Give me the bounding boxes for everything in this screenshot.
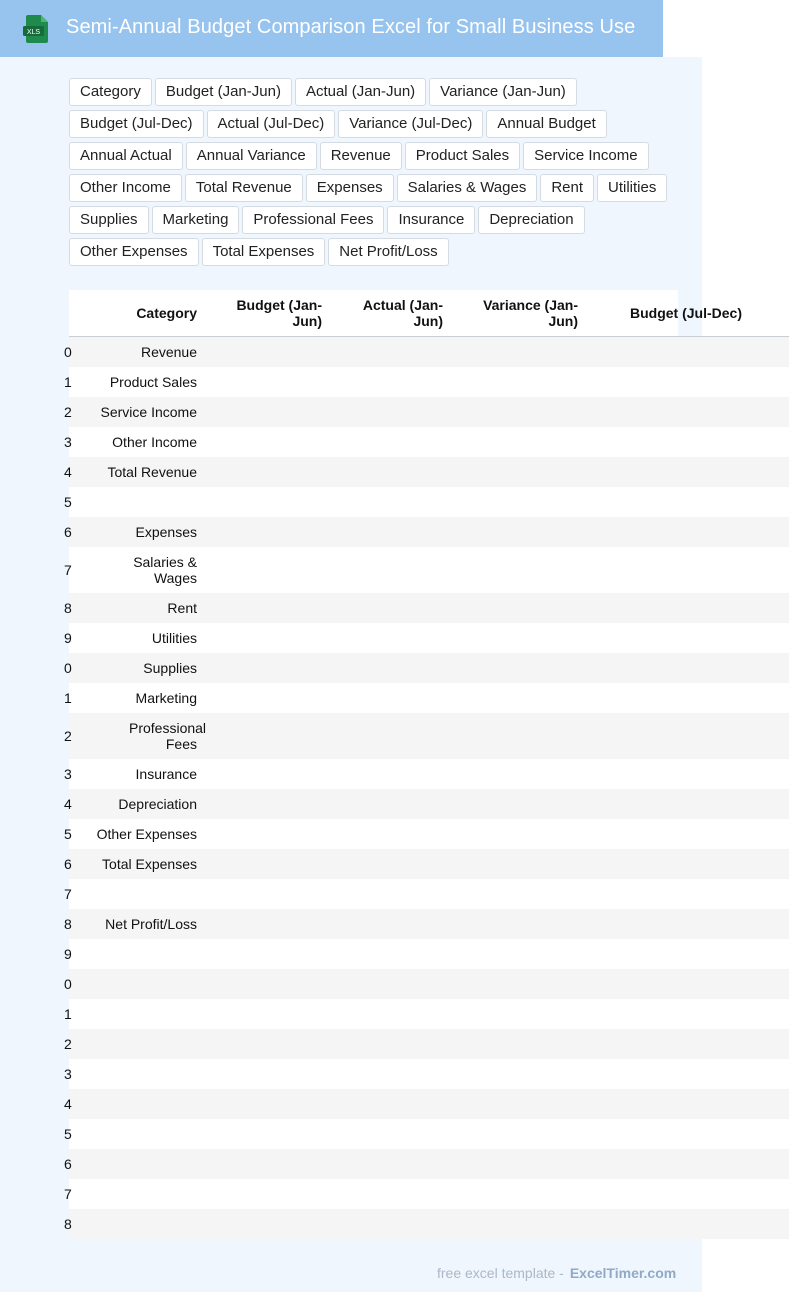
page-title: Semi-Annual Budget Comparison Excel for Small Business Use: [66, 16, 636, 38]
value-cell[interactable]: [453, 427, 588, 457]
value-cell[interactable]: [588, 487, 789, 517]
value-cell[interactable]: [207, 653, 332, 683]
table-row: [69, 337, 789, 367]
row-index-cell: [64, 1119, 79, 1149]
column-chip[interactable]: Annual Actual: [69, 142, 183, 170]
column-header-budget-jul-dec[interactable]: Budget (Jul-Dec): [588, 290, 789, 337]
value-cell[interactable]: [588, 397, 789, 427]
table-row: [69, 849, 789, 879]
column-chip[interactable]: Total Revenue: [185, 174, 303, 202]
row-index: 1: [64, 1005, 72, 1022]
row-index: 1: [64, 373, 72, 390]
value-cell[interactable]: [588, 819, 789, 849]
table-row: [69, 547, 789, 593]
row-index: 5: [64, 1125, 72, 1142]
value-cell[interactable]: [588, 969, 789, 999]
value-cell[interactable]: [207, 1149, 332, 1179]
value-cell[interactable]: [588, 1029, 789, 1059]
row-index-cell: [64, 713, 79, 759]
value-cell[interactable]: [588, 1059, 789, 1089]
value-cell[interactable]: [453, 759, 588, 789]
row-index-cell: [64, 653, 79, 683]
column-chip[interactable]: Budget (Jan-Jun): [155, 78, 292, 106]
value-cell[interactable]: [453, 909, 588, 939]
category-cell[interactable]: [79, 939, 207, 969]
value-cell[interactable]: [207, 759, 332, 789]
value-cell[interactable]: [207, 547, 332, 593]
value-cell[interactable]: [207, 909, 332, 939]
column-chip-list: [69, 78, 669, 266]
column-chip[interactable]: Other Expenses: [69, 238, 199, 266]
value-cell[interactable]: [332, 1089, 453, 1119]
value-cell[interactable]: [453, 1209, 588, 1239]
value-cell[interactable]: [332, 593, 453, 623]
category-cell[interactable]: [79, 487, 207, 517]
table-row: [69, 593, 789, 623]
row-index: 6: [64, 523, 72, 540]
table-row: [69, 789, 789, 819]
row-index-cell: [64, 367, 79, 397]
value-cell[interactable]: [453, 397, 588, 427]
value-cell[interactable]: [332, 1029, 453, 1059]
column-header-actual-jan-jun[interactable]: Actual (Jan-Jun): [332, 290, 453, 337]
value-cell[interactable]: [207, 1029, 332, 1059]
table-header-row: [69, 290, 789, 337]
footer-brand-link[interactable]: ExcelTimer.com: [569, 1265, 677, 1281]
table-row: [69, 1119, 789, 1149]
row-index: 5: [64, 825, 72, 842]
row-index: 9: [64, 945, 72, 962]
table-row: [69, 819, 789, 849]
value-cell[interactable]: [332, 427, 453, 457]
value-cell[interactable]: [588, 789, 789, 819]
value-cell[interactable]: [207, 819, 332, 849]
row-index-cell: [64, 789, 79, 819]
category-cell[interactable]: Depreciation: [118, 795, 197, 812]
row-index-cell: [64, 969, 79, 999]
table-row: [69, 909, 789, 939]
row-index: 0: [64, 975, 72, 992]
value-cell[interactable]: [207, 397, 332, 427]
column-chip[interactable]: Actual (Jan-Jun): [295, 78, 426, 106]
value-cell[interactable]: [207, 1119, 332, 1149]
category-cell[interactable]: [79, 969, 207, 999]
value-cell[interactable]: [588, 683, 789, 713]
value-cell[interactable]: [207, 1179, 332, 1209]
category-cell[interactable]: Rent: [167, 599, 197, 616]
value-cell[interactable]: [588, 367, 789, 397]
column-chip[interactable]: Depreciation: [478, 206, 584, 234]
row-index: 8: [64, 599, 72, 616]
value-cell[interactable]: [207, 367, 332, 397]
value-cell[interactable]: [332, 1179, 453, 1209]
value-cell[interactable]: [332, 367, 453, 397]
row-index-cell: [64, 819, 79, 849]
row-index-cell: [64, 427, 79, 457]
excel-file-icon: [22, 14, 50, 44]
value-cell[interactable]: [332, 623, 453, 653]
column-chip[interactable]: Annual Budget: [486, 110, 606, 138]
category-cell[interactable]: Other Income: [112, 433, 197, 450]
row-index: 6: [64, 1155, 72, 1172]
value-cell[interactable]: [207, 1089, 332, 1119]
row-index: 6: [64, 855, 72, 872]
row-index: 3: [64, 433, 72, 450]
row-index-cell: [64, 1179, 79, 1209]
value-cell[interactable]: [453, 683, 588, 713]
table-row: [69, 1059, 789, 1089]
value-cell[interactable]: [588, 1149, 789, 1179]
value-cell[interactable]: [207, 939, 332, 969]
table-row: [69, 939, 789, 969]
value-cell[interactable]: [332, 1059, 453, 1089]
value-cell[interactable]: [207, 999, 332, 1029]
row-index-cell: [64, 337, 79, 367]
category-cell[interactable]: [79, 1149, 207, 1179]
value-cell[interactable]: [453, 713, 588, 759]
table-row: [69, 683, 789, 713]
category-cell[interactable]: [79, 1059, 207, 1089]
row-index: 8: [64, 1215, 72, 1232]
value-cell[interactable]: [332, 819, 453, 849]
value-cell[interactable]: [332, 517, 453, 547]
row-index: 7: [64, 885, 72, 902]
column-header-variance-jan-jun[interactable]: Variance (Jan-Jun): [453, 290, 588, 337]
row-index: 7: [64, 561, 72, 578]
value-cell[interactable]: [588, 457, 789, 487]
row-index-cell: [64, 939, 79, 969]
value-cell[interactable]: [453, 1179, 588, 1209]
value-cell[interactable]: [207, 879, 332, 909]
footer-text: free excel template -: [437, 1265, 564, 1281]
row-index: 9: [64, 629, 72, 646]
value-cell[interactable]: [453, 1089, 588, 1119]
row-index: 1: [64, 689, 72, 706]
column-chip[interactable]: Annual Variance: [186, 142, 317, 170]
value-cell[interactable]: [207, 713, 332, 759]
value-cell[interactable]: [588, 1119, 789, 1149]
column-header-category[interactable]: Category: [79, 290, 207, 337]
value-cell[interactable]: [588, 879, 789, 909]
value-cell[interactable]: [588, 427, 789, 457]
value-cell[interactable]: [207, 487, 332, 517]
value-cell[interactable]: [588, 623, 789, 653]
row-index: 4: [64, 795, 72, 812]
value-cell[interactable]: [332, 1149, 453, 1179]
column-chip[interactable]: Total Expenses: [202, 238, 326, 266]
value-cell[interactable]: [332, 487, 453, 517]
value-cell[interactable]: [588, 593, 789, 623]
table-row: [69, 1149, 789, 1179]
category-cell[interactable]: [79, 999, 207, 1029]
category-cell[interactable]: [79, 1179, 207, 1209]
value-cell[interactable]: [332, 337, 453, 367]
category-cell[interactable]: Professional Fees: [129, 719, 207, 752]
value-cell[interactable]: [332, 909, 453, 939]
column-chip[interactable]: Marketing: [152, 206, 240, 234]
row-index: 8: [64, 915, 72, 932]
value-cell[interactable]: [332, 879, 453, 909]
row-index: 2: [64, 1035, 72, 1052]
value-cell[interactable]: [207, 457, 332, 487]
value-cell[interactable]: [332, 759, 453, 789]
value-cell[interactable]: [588, 999, 789, 1029]
column-chip[interactable]: Category: [69, 78, 152, 106]
row-index-cell: [64, 759, 79, 789]
table-row: [69, 713, 789, 759]
column-header-budget-jan-jun[interactable]: Budget (Jan-Jun): [207, 290, 332, 337]
value-cell[interactable]: [453, 337, 588, 367]
value-cell[interactable]: [207, 623, 332, 653]
value-cell[interactable]: [207, 1209, 332, 1239]
value-cell[interactable]: [332, 1119, 453, 1149]
category-cell[interactable]: Utilities: [151, 629, 197, 646]
category-cell[interactable]: [79, 1119, 207, 1149]
footer-credit: [437, 1265, 676, 1281]
value-cell[interactable]: [332, 713, 453, 759]
value-cell[interactable]: [588, 1209, 789, 1239]
row-index: 4: [64, 463, 72, 480]
value-cell[interactable]: [588, 1089, 789, 1119]
value-cell[interactable]: [453, 547, 588, 593]
header-bar: [0, 0, 663, 57]
value-cell[interactable]: [332, 547, 453, 593]
row-index-cell: [64, 1149, 79, 1179]
row-index-cell: [64, 397, 79, 427]
column-chip[interactable]: Revenue: [320, 142, 402, 170]
column-chip[interactable]: Supplies: [69, 206, 149, 234]
category-cell[interactable]: Insurance: [135, 765, 197, 782]
column-chip[interactable]: Rent: [540, 174, 594, 202]
value-cell[interactable]: [453, 819, 588, 849]
value-cell[interactable]: [453, 517, 588, 547]
category-cell[interactable]: [79, 879, 207, 909]
category-cell[interactable]: [79, 1209, 207, 1239]
column-chip[interactable]: Service Income: [523, 142, 648, 170]
row-index-cell: [64, 487, 79, 517]
table-row: [69, 487, 789, 517]
category-cell[interactable]: Marketing: [135, 689, 197, 706]
row-index-cell: [64, 517, 79, 547]
column-chip[interactable]: Expenses: [306, 174, 394, 202]
row-index: 3: [64, 1065, 72, 1082]
value-cell[interactable]: [332, 939, 453, 969]
category-cell[interactable]: Revenue: [140, 343, 197, 360]
row-index: 7: [64, 1185, 72, 1202]
category-cell[interactable]: Supplies: [143, 659, 197, 676]
value-cell[interactable]: [453, 367, 588, 397]
value-cell[interactable]: [453, 457, 588, 487]
value-cell[interactable]: [207, 427, 332, 457]
column-chip[interactable]: Professional Fees: [242, 206, 384, 234]
table-row: [69, 457, 789, 487]
value-cell[interactable]: [207, 593, 332, 623]
category-cell[interactable]: Salaries & Wages: [133, 553, 197, 586]
value-cell[interactable]: [332, 1209, 453, 1239]
value-cell[interactable]: [453, 999, 588, 1029]
row-index-cell: [64, 999, 79, 1029]
category-cell[interactable]: Total Revenue: [107, 463, 197, 480]
value-cell[interactable]: [453, 1059, 588, 1089]
row-index: 2: [64, 403, 72, 420]
header-spacer: [663, 0, 702, 57]
column-chip[interactable]: Actual (Jul-Dec): [207, 110, 336, 138]
table-row: [69, 367, 789, 397]
table-row: [69, 1029, 789, 1059]
value-cell[interactable]: [588, 849, 789, 879]
row-index-cell: [64, 879, 79, 909]
category-cell[interactable]: Net Profit/Loss: [105, 915, 197, 932]
value-cell[interactable]: [588, 517, 789, 547]
row-index-cell: [64, 683, 79, 713]
value-cell[interactable]: [332, 653, 453, 683]
table-row: [69, 1209, 789, 1239]
value-cell[interactable]: [207, 517, 332, 547]
value-cell[interactable]: [453, 789, 588, 819]
table-row: [69, 879, 789, 909]
row-index-cell: [64, 623, 79, 653]
value-cell[interactable]: [588, 547, 789, 593]
row-index: 5: [64, 493, 72, 510]
table-row: [69, 969, 789, 999]
row-index: 3: [64, 765, 72, 782]
value-cell[interactable]: [453, 653, 588, 683]
category-cell[interactable]: Expenses: [135, 523, 197, 540]
row-index-cell: [64, 547, 79, 593]
row-index-cell: [64, 593, 79, 623]
category-cell[interactable]: Service Income: [100, 403, 197, 420]
value-cell[interactable]: [332, 849, 453, 879]
table-row: [69, 517, 789, 547]
category-cell[interactable]: Product Sales: [109, 373, 197, 390]
column-chip[interactable]: Insurance: [387, 206, 475, 234]
row-index: 2: [64, 727, 72, 744]
value-cell[interactable]: [453, 879, 588, 909]
value-cell[interactable]: [588, 909, 789, 939]
value-cell[interactable]: [332, 789, 453, 819]
table-row: [69, 759, 789, 789]
row-index-cell: [64, 457, 79, 487]
table-row: [69, 397, 789, 427]
budget-table-container[interactable]: [64, 290, 742, 1239]
value-cell[interactable]: [453, 1029, 588, 1059]
value-cell[interactable]: [453, 487, 588, 517]
column-chip[interactable]: Salaries & Wages: [397, 174, 538, 202]
value-cell[interactable]: [332, 397, 453, 427]
value-cell[interactable]: [207, 683, 332, 713]
value-cell[interactable]: [332, 457, 453, 487]
value-cell[interactable]: [588, 939, 789, 969]
column-chip[interactable]: Utilities: [597, 174, 667, 202]
budget-table: [64, 290, 789, 1239]
row-index-cell: [64, 909, 79, 939]
value-cell[interactable]: [453, 939, 588, 969]
value-cell[interactable]: [453, 969, 588, 999]
value-cell[interactable]: [588, 653, 789, 683]
value-cell[interactable]: [332, 683, 453, 713]
index-header: [69, 290, 79, 337]
column-chip[interactable]: Product Sales: [405, 142, 520, 170]
row-index: 4: [64, 1095, 72, 1112]
value-cell[interactable]: [453, 1119, 588, 1149]
table-row: [69, 1179, 789, 1209]
value-cell[interactable]: [207, 849, 332, 879]
value-cell[interactable]: [332, 999, 453, 1029]
value-cell[interactable]: [453, 593, 588, 623]
row-index: 0: [64, 659, 72, 676]
column-chip[interactable]: Budget (Jul-Dec): [69, 110, 204, 138]
category-cell[interactable]: Total Expenses: [102, 855, 197, 872]
table-row: [69, 999, 789, 1029]
value-cell[interactable]: [453, 1149, 588, 1179]
row-index: 0: [64, 343, 72, 360]
value-cell[interactable]: [588, 1179, 789, 1209]
column-chip[interactable]: Variance (Jan-Jun): [429, 78, 577, 106]
table-row: [69, 1089, 789, 1119]
value-cell[interactable]: [207, 789, 332, 819]
value-cell[interactable]: [453, 849, 588, 879]
excel-icon-label: XLS: [26, 29, 41, 36]
value-cell[interactable]: [332, 969, 453, 999]
value-cell[interactable]: [207, 1059, 332, 1089]
row-index-cell: [64, 1089, 79, 1119]
row-index-cell: [64, 1059, 79, 1089]
column-chip[interactable]: Variance (Jul-Dec): [338, 110, 483, 138]
table-row: [69, 623, 789, 653]
value-cell[interactable]: [207, 337, 332, 367]
value-cell[interactable]: [588, 713, 789, 759]
table-row: [69, 427, 789, 457]
row-index-cell: [64, 849, 79, 879]
column-chip[interactable]: Net Profit/Loss: [328, 238, 448, 266]
category-cell[interactable]: [79, 1029, 207, 1059]
row-index-cell: [64, 1029, 79, 1059]
value-cell[interactable]: [588, 337, 789, 367]
table-row: [69, 653, 789, 683]
category-cell[interactable]: [79, 1089, 207, 1119]
row-index-cell: [64, 1209, 79, 1239]
column-chip[interactable]: Other Income: [69, 174, 182, 202]
category-cell[interactable]: Other Expenses: [96, 825, 197, 842]
value-cell[interactable]: [588, 759, 789, 789]
value-cell[interactable]: [207, 969, 332, 999]
value-cell[interactable]: [453, 623, 588, 653]
